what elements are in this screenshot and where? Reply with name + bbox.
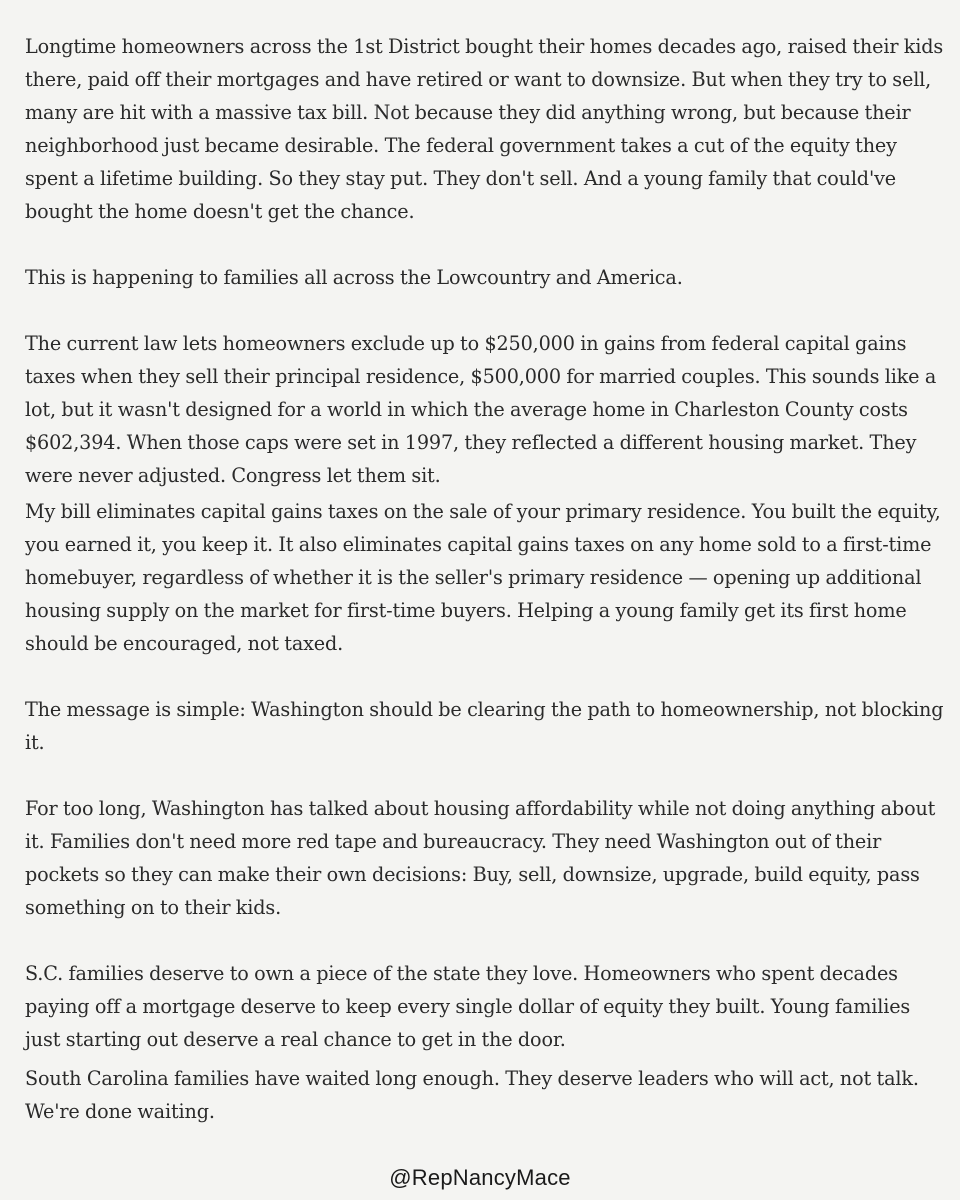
paragraph-4: My bill eliminates capital gains taxes on the sale of your primary residence. You built the equity, you earned it, you keep it. It also eliminates capital gains taxes on any home sold to a first-time homebuyer, regardless of whether it is the seller's primary residence — opening up additional housing supply on the market for first-time buyers. Helping a young family get its first home should be encouraged, not taxed. (25, 500, 941, 655)
article-body (25, 30, 945, 1128)
paragraph-1: Longtime homeowners across the 1st District bought their homes decades ago, raised their kids there, paid off their mortgages and have retired or want to downsize. But when they try to sell, many are hit with a massive tax bill. Not because they did anything wrong, but because their neighborhood just became desirable. The federal government takes a cut of the equity they spent a lifetime building. So they stay put. They don't sell. And a young family that could've bought the home doesn't get the chance. (25, 35, 944, 223)
paragraph-3: The current law lets homeowners exclude up to $250,000 in gains from federal capital gains taxes when they sell their principal residence, $500,000 for married couples. This sounds like a lot, but it wasn't designed for a world in which the average home in Charleston County costs $602,394. When those caps were set in 1997, they reflected a different housing market. They were never adjusted. Congress let them sit. (25, 332, 937, 487)
paragraph-8: South Carolina families have waited long enough. They deserve leaders who will act, not talk. We're done waiting. (25, 1067, 919, 1123)
social-handle-watermark: @RepNancyMace (389, 1165, 571, 1190)
paragraph-6: For too long, Washington has talked about housing affordability while not doing anything about it. Families don't need more red tape and bureaucracy. They need Washington out of their pockets so they can make their own decisions: Buy, sell, downsize, upgrade, build equity, pass something on to their kids. (25, 797, 936, 919)
paragraph-7: S.C. families deserve to own a piece of the state they love. Homeowners who spent decades paying off a mortgage deserve to keep every single dollar of equity they built. Young families just starting out deserve a real chance to get in the door. (25, 962, 911, 1051)
paragraph-5: The message is simple: Washington should be clearing the path to homeownership, not blocking it. (25, 698, 944, 754)
paragraph-2: This is happening to families all across the Lowcountry and America. (25, 266, 683, 289)
